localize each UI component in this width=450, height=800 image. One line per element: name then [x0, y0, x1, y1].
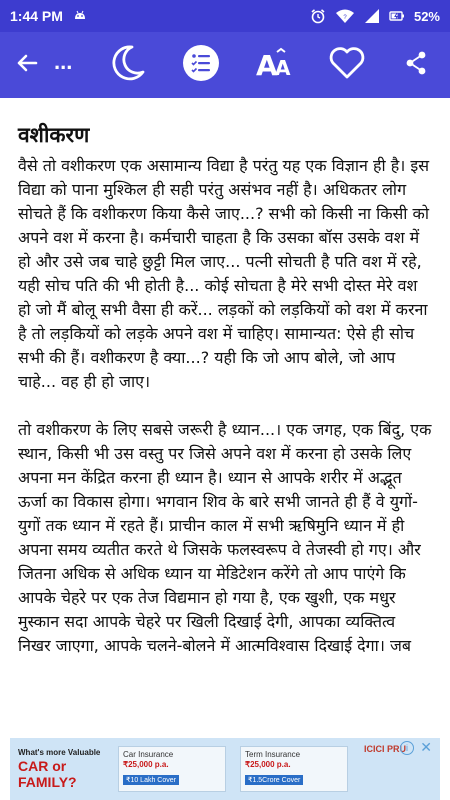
- contents-list-button[interactable]: [164, 32, 238, 98]
- back-arrow-icon: [14, 50, 40, 80]
- ad-car-cover: ₹10 Lakh Cover: [123, 775, 179, 785]
- android-notification-icon: [73, 9, 87, 23]
- alarm-icon: [310, 8, 326, 24]
- night-mode-button[interactable]: [94, 32, 164, 98]
- status-bar: [0, 0, 450, 32]
- app-toolbar: [0, 32, 450, 98]
- ad-question: What's more Valuable: [18, 748, 101, 757]
- ad-term-label: Term Insurance: [245, 750, 301, 759]
- toolbar-title: ...: [54, 49, 73, 74]
- ad-term-amount: ₹25,000 p.a.: [245, 760, 291, 769]
- ad-info-icon[interactable]: i: [400, 741, 414, 755]
- ad-headline-block: [10, 748, 110, 790]
- article-title: वशीकरण: [18, 123, 90, 147]
- ad-term-cover: ₹1.5Crore Cover: [245, 775, 303, 785]
- ad-close-icon[interactable]: ✕: [420, 739, 432, 755]
- font-size-button[interactable]: [238, 32, 312, 98]
- article-content[interactable]: [0, 98, 450, 738]
- svg-text:A: A: [256, 49, 278, 81]
- article-paragraph: वैसे तो वशीकरण एक असामान्य विद्या है परंतु यह एक विज्ञान ही है। इस विद्या को पाना मुश्किल ही सही परंतु असंभव नहीं है। अधिकतर लोग सोचते हैं कि वशीकरण किया कैसे जाए...? सभी को किसी ना किसी को अपने वश में करना है। कर्मचारी चाहता है कि उसका बॉस उसके वश में हो और उसे जब चाहे छुट्टी मिल जाए... पत्नी सोचती है पति वश में रहे, यही सोच पति की भी होती है... कोई सोचता है मेरे सभी दोस्त मेरे वश हो जो मैं बोलू सभी वैसा ही करें... लड़कों को लड़कियों को वश में करना है तो लड़कियों को लड़के अपने वश में चाहिए। सामान्यत: ऐसे ही सोच सभी की हैं। वशीकरण है क्या...? यही कि जो आप बोले, जो आप चाहे... वह ही हो जाए।: [18, 156, 430, 391]
- article-paragraph: तो वशीकरण के लिए सबसे जरूरी है ध्यान...। एक जगह, एक बिंदु, एक स्थान, किसी भी उस वस्तु पर जिसे अपने वश में करना हो उसके लिए अपना मन केंद्रित करना ही ध्यान है। ध्यान से आपके शरीर में अद्भूत ऊर्जा का विकास होगा। भगवान शिव के बारे सभी जानते ही हैं वे युगों-युगों तक ध्यान में रहते हैं। प्राचीन काल में सभी ऋषिमुनि ध्यान में ही अपना समय व्यतीत करते थे जिसके फलस्वरूप वे तेजस्वी हो गए। और जितना अधिक से अधिक ध्यान या मेडिटेशन करेंगे तो आप पाएंगे कि आपके चेहरे पर एक तेज विद्यमान हो गया है, एक खुशी, एक मधुर मुस्कान सदा आपके चेहरे पर खिली दिखाई देगी, आपका व्यक्तित्व निखर जाएगा, आपके चलने-बोलने में आत्मविश्वास दिखाई देगा। जब: [18, 420, 432, 655]
- battery-percentage: 52%: [413, 8, 440, 24]
- ad-car-label: Car Insurance: [123, 750, 174, 759]
- share-icon: [405, 51, 427, 79]
- svg-text:?: ?: [343, 15, 347, 21]
- ad-brand-block: [360, 738, 440, 800]
- back-button[interactable]: [0, 32, 54, 98]
- moon-icon: [112, 44, 146, 86]
- share-button[interactable]: [382, 32, 450, 98]
- font-size-icon: [255, 45, 295, 85]
- status-time: 1:44 PM: [10, 8, 63, 24]
- ad-car-insurance-card: [118, 746, 226, 792]
- ad-car-amount: ₹25,000 p.a.: [123, 760, 169, 769]
- ad-term-insurance-card: [240, 746, 348, 792]
- wifi-icon: [335, 8, 355, 24]
- ad-comparison: [110, 738, 360, 800]
- ad-banner[interactable]: [10, 738, 440, 800]
- cellular-signal-icon: [364, 8, 380, 24]
- list-icon: [181, 43, 221, 87]
- battery-icon: [389, 8, 405, 24]
- favorite-button[interactable]: [312, 32, 382, 98]
- ad-brand-logo: ICICI PRU: [364, 744, 407, 754]
- heart-icon: [328, 46, 366, 84]
- svg-text:A: A: [275, 56, 291, 80]
- ad-headline: CAR or FAMILY?: [18, 758, 77, 790]
